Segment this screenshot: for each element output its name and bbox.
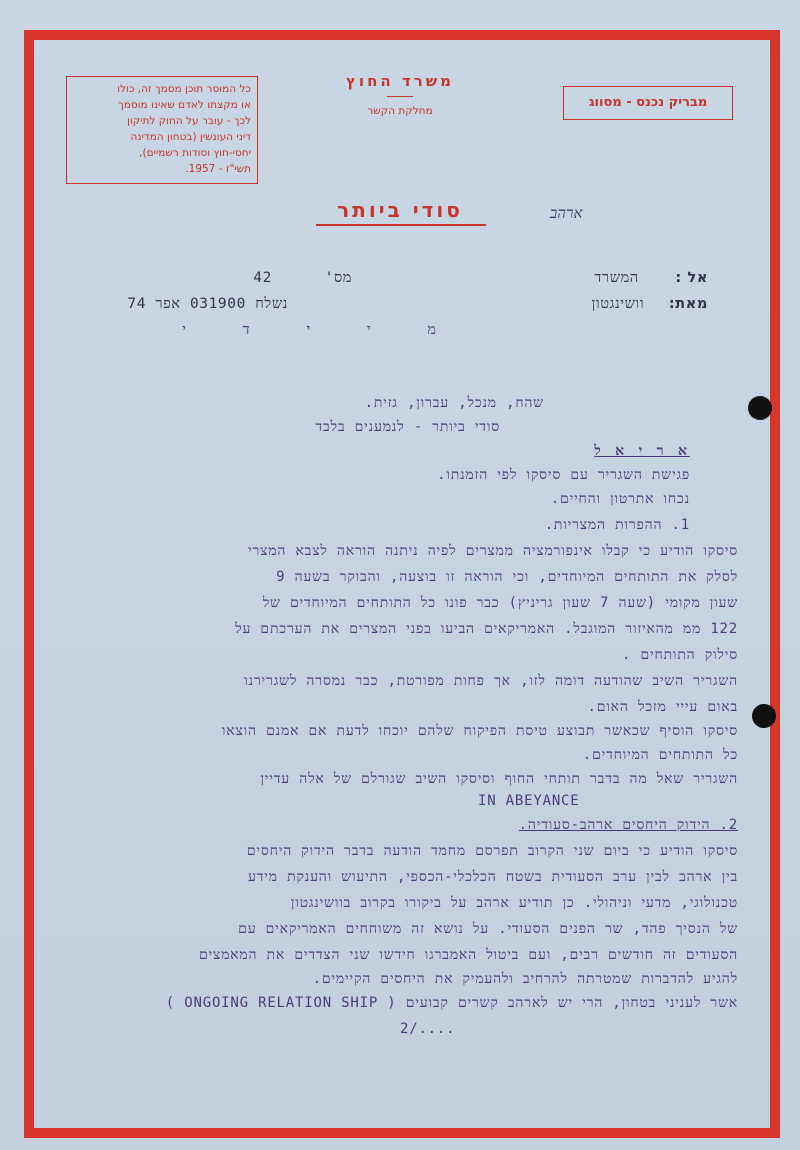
punch-hole xyxy=(752,704,776,728)
to-value: המשרד xyxy=(594,270,639,286)
warning-line: דיני העונשין (בטחון המדינה xyxy=(130,131,251,143)
punch-hole xyxy=(748,396,772,420)
body-text-line: טכנולוגי, מדעי וניהולי. כן תודיע ארהב על ביקורו בקרוב בוושינגטון xyxy=(290,895,738,911)
body-text-line: לסלק את התותחים המיוחדים, וכי הוראה זו בוצעה, והבוקר בשעה 9 xyxy=(276,569,738,585)
ministry-header xyxy=(300,72,500,117)
department-name: מחלקת הקשר xyxy=(367,105,433,117)
restriction-line: סודי ביותר - לנמענים בלבד xyxy=(315,419,500,435)
body-text-line: להגיע להדברות שמטרתה להרחיב ולהעמיק את היחסים הקיימים. xyxy=(312,971,738,987)
red-border-bottom xyxy=(24,1128,780,1138)
body-text-line: כל התותחים המיוחדים. xyxy=(582,747,738,763)
classification-title: סודי ביותר xyxy=(337,198,463,222)
ministry-name: משרד החוץ xyxy=(346,72,454,90)
body-text-line: 122 ממ מהאיזור המוגבל. האמריקאים הביעו בפני המצרים את הערכתם על xyxy=(235,621,738,637)
latin-term: IN ABEYANCE xyxy=(478,793,580,809)
body-text-line: בין ארהב לבין ערב הסעודית בשטח הכלכלי-הכספי, התיעוש והענקת מידע xyxy=(248,869,738,885)
body-text-line: נכחו אתרטון והחיים. xyxy=(550,491,690,507)
from-value: וושינגטון xyxy=(591,296,645,312)
red-border-right xyxy=(770,30,780,1138)
distribution-line: שהח, מנכל, עברון, גזית. xyxy=(364,395,544,411)
warning-line: או מקצתו לאדם שאינו מוסמך xyxy=(118,99,251,111)
body-text-line: שעון מקומי (שעה 7 שעון גריניץ) כבר פונו כל התותחים המיוחדים של xyxy=(262,595,738,611)
to-label: אל : xyxy=(675,270,708,286)
sent-line: נשלח 031900 אפר 74 xyxy=(127,296,288,312)
warning-line: תשי"ז - 1957. xyxy=(185,163,251,175)
page-continuation: 2/.... xyxy=(400,1021,456,1037)
number-line xyxy=(253,270,352,287)
body-text-line: הסעודים זה חודשים רבים, ועם ביטול האמברגו חידשו שני הצדדים את המאמצים xyxy=(198,947,738,963)
to-line xyxy=(594,270,708,287)
body-text-line: השגריר השיב שהודעה דומה לזו, אך פחות מפורטת, כבר נמסרה לשגרירנו xyxy=(244,673,738,689)
number-label: מס' xyxy=(324,270,352,286)
header-divider xyxy=(387,96,413,97)
red-border-left xyxy=(24,30,34,1138)
handwritten-note: ארהב xyxy=(550,204,583,222)
warning-line: לכך - עובר על החוק לתיקון xyxy=(126,115,251,127)
codename-line: א ר י א ל xyxy=(594,443,690,459)
legal-warning-box xyxy=(66,76,258,184)
body-text-line: סיסקו הוסיף שכאשר תבוצע טיסת הפיקוח שלהם יוכחו לדעת אם אמנם הוצאו xyxy=(221,723,738,739)
body-text-line: סיסקו הודיע כי ביום שני הקרוב תפרסם מחמד הודעה בדבר הידוק היחסים xyxy=(246,843,738,859)
cable-type-stamp: מבריק נכנס - מסווג xyxy=(563,86,733,120)
red-border-top xyxy=(24,30,780,40)
section-heading: 2. הידוק היחסים ארהב-סעודיה. xyxy=(518,817,738,833)
body-text-line: סיסקו הודיע כי קבלו אינפורמציה ממצרים לפיה ניתנה הוראה לצבא המצרי xyxy=(247,543,738,559)
warning-line: כל המוסר תוכן מסמך זה, כולו xyxy=(117,83,251,95)
body-text-line: באום עייי מזכל האום. xyxy=(587,699,738,715)
body-text-line: סילוק התותחים . xyxy=(622,647,738,663)
from-label: מאת: xyxy=(668,296,708,312)
body-text-line: פגישת השגריר עם סיסקו לפי הזמנתו. xyxy=(437,467,690,483)
body-text-line: אשר לעניני בטחון, הרי יש לארהב קשרים קבועים ( ONGOING RELATION SHIP ) xyxy=(165,995,738,1011)
body-text-line: השגריר שאל מה בדבר תותחי החוף וסיסקו השיב שגורלם של אלה עדיין xyxy=(260,771,738,787)
urgency-mark: מ י י ד י xyxy=(182,322,460,338)
from-line xyxy=(592,296,708,313)
warning-line: יחסי-חוץ וסודות רשמיים), xyxy=(139,147,251,159)
body-text-line: של הנסיך פהד, שר הפנים הסעודי. על נושא זה משוחחים האמריקאים עם xyxy=(238,921,738,937)
number-value: 42 xyxy=(253,270,272,286)
classification-underline xyxy=(316,224,486,226)
section-heading: 1. ההפרות המצריות. xyxy=(544,517,690,533)
